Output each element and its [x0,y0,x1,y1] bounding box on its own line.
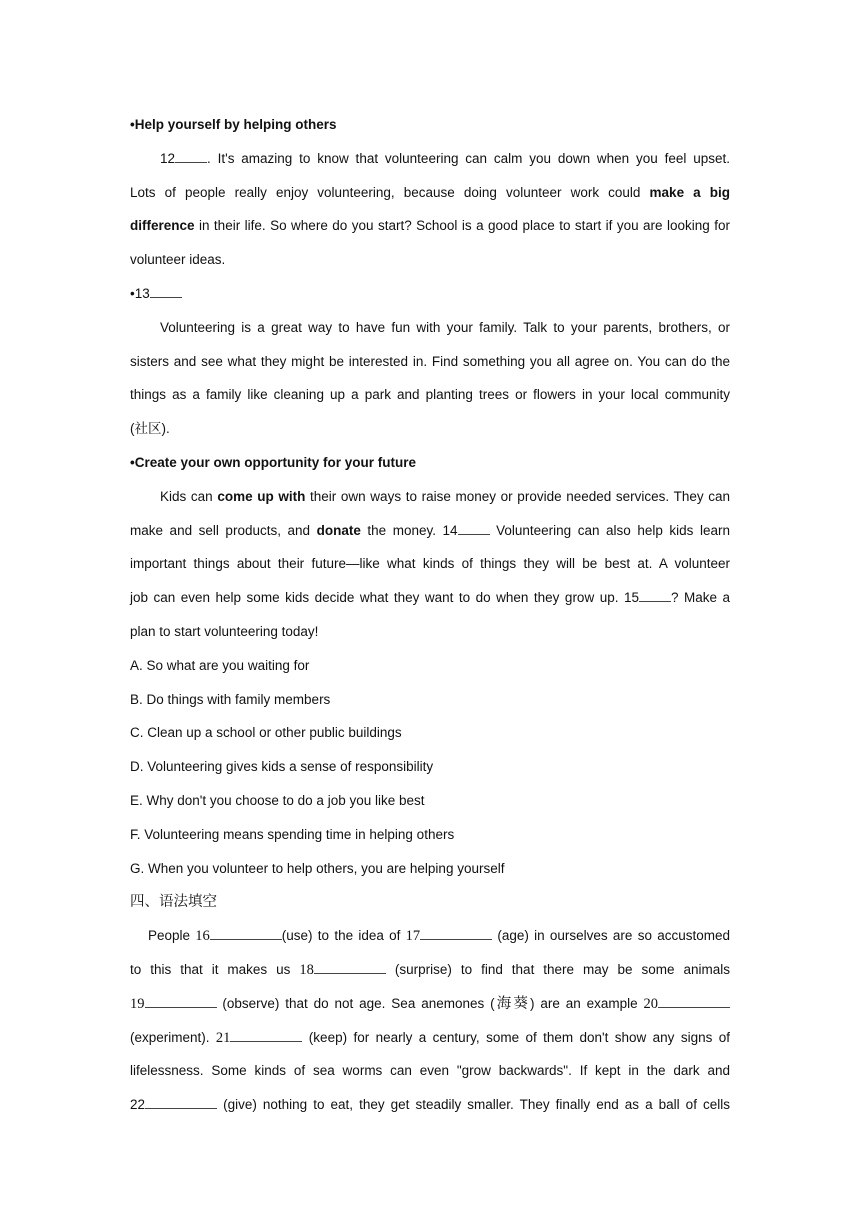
text: Kids can [160,488,218,504]
text: (give) nothing to eat, they get steadily smaller. They finally end as a ball of cells [217,1097,730,1113]
text: make and sell products, and [130,522,317,538]
paragraph-line [130,1021,730,1055]
question-number: 12 [160,150,176,166]
paragraph-line [130,953,730,987]
paragraph-line [130,514,730,548]
text: People [148,928,196,944]
text: (age) in ourselves are so accustomed [492,928,730,944]
answer-blank[interactable] [210,927,282,940]
paragraph-line [130,480,730,514]
paragraph-line [130,1088,730,1122]
bold-phrase: come up with [217,488,306,504]
section-heading: •Help yourself by helping others [130,117,337,132]
answer-blank[interactable] [145,1096,217,1109]
bold-phrase: difference [130,218,195,234]
answer-blank[interactable] [175,150,207,163]
text: (experiment). [130,1029,216,1045]
text: to this that it makes us [130,961,300,977]
text: their own ways to raise money or provide needed services. They can [305,488,730,504]
answer-blank[interactable] [230,1029,302,1042]
paragraph-line: things as a family like cleaning up a park and planting trees or flowers in your local community [130,387,730,403]
section-heading [130,277,730,311]
document-page [130,108,730,1122]
option-item: B. Do things with family members [130,691,331,707]
option-item: F. Volunteering means spending time in helping others [130,826,455,842]
paragraph-line [130,919,730,953]
chinese-gloss: 海葵 [494,995,530,1012]
text: (use) to the idea of [281,928,406,944]
text: (surprise) to find that there may be some animals [385,961,730,977]
heading-text: •13 [130,285,150,301]
paragraph-line: lifelessness. Some kinds of sea worms can even "grow backwards". If kept in the dark and [130,1063,730,1079]
text: Lots of people really enjoy volunteering, because doing volunteer work could [130,184,650,200]
bold-phrase: make a big [649,184,731,200]
text: (observe) that do not age. Sea anemones ( [216,995,495,1011]
option-item: G. When you volunteer to help others, you are helping yourself [130,860,505,876]
question-number: 16 [195,928,210,945]
question-number: 21 [215,1029,231,1046]
text: job can even help some kids decide what they want to do when they grow up. 15 [130,590,639,606]
paragraph-line [130,581,730,615]
paragraph-line [130,987,730,1021]
section-heading: 四、语法填空 [130,894,217,911]
text: Volunteering can also help kids learn [489,522,730,538]
section-heading: •Create your own opportunity for your future [130,454,416,470]
question-number: 20 [643,995,658,1012]
paragraph-line [130,176,730,210]
answer-blank[interactable] [458,522,490,535]
option-item: C. Clean up a school or other public buildings [130,725,402,741]
paragraph-line: important things about their future—like what kinds of things they will be best at. A volunteer [130,556,730,572]
option-item: A. So what are you waiting for [130,657,310,673]
answer-blank[interactable] [639,589,671,602]
paragraph-line: plan to start volunteering today! [130,623,319,639]
question-number: 18 [299,961,314,978]
text: in their life. So where do you start? School is a good place to start if you are looking for [194,218,730,234]
option-item: D. Volunteering gives kids a sense of responsibility [130,759,434,775]
text: the money. 14 [360,522,458,538]
answer-blank[interactable] [314,961,386,974]
answer-blank[interactable] [150,285,182,298]
text: . It's amazing to know that volunteering can calm you down when you feel upset. [207,150,730,166]
paragraph-line: (社区). [130,421,170,437]
option-item: E. Why don't you choose to do a job you like best [130,792,425,808]
paragraph-line: sisters and see what they might be interested in. Find something you all agree on. You can do the [130,353,730,369]
answer-blank[interactable] [658,995,730,1008]
answer-blank[interactable] [145,995,217,1008]
paragraph-line [130,243,730,277]
question-number: 19 [130,995,145,1012]
question-number: 22 [130,1097,146,1113]
paragraph-line [130,209,730,243]
paragraph-line [130,142,730,176]
text: ) are an example [529,995,644,1011]
bold-phrase: donate [316,522,361,538]
text: volunteer ideas. [130,252,226,268]
answer-blank[interactable] [420,927,492,940]
text: (keep) for nearly a century, some of them don't show any signs of [302,1029,730,1045]
question-number: 17 [405,928,421,945]
paragraph-line: Volunteering is a great way to have fun with your family. Talk to your parents, brothers, or [160,319,730,335]
text: ? Make a [670,590,730,606]
